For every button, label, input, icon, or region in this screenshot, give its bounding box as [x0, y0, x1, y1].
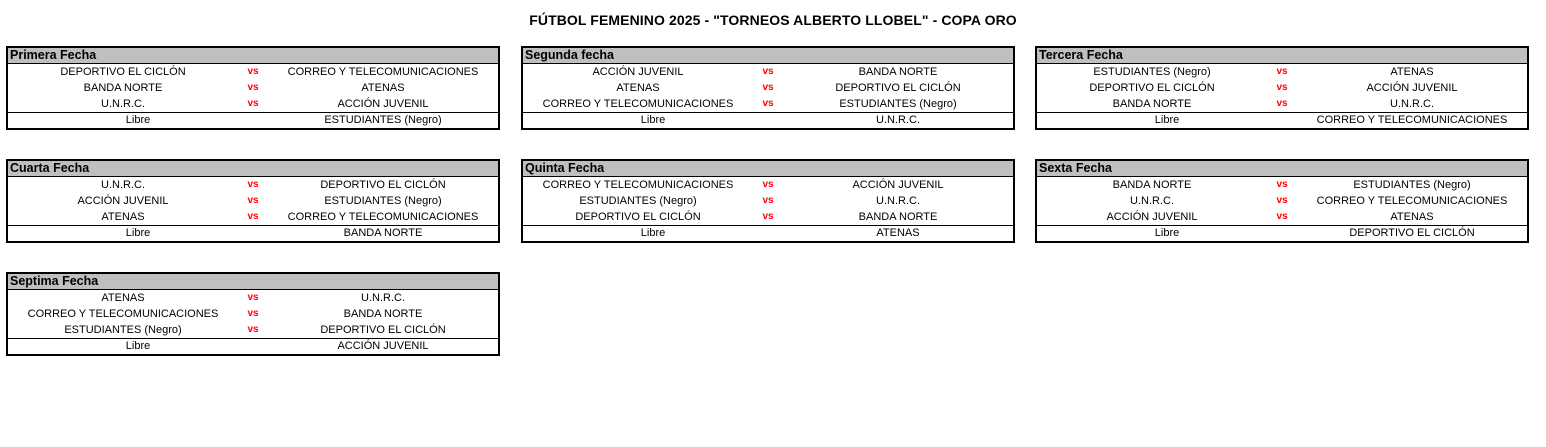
match-row [8, 177, 498, 193]
away-team: ESTUDIANTES (Negro) [1353, 179, 1471, 191]
away-team: DEPORTIVO EL CICLÓN [320, 179, 446, 191]
match-row [8, 306, 498, 322]
fecha-title: Sexta Fecha [1037, 161, 1527, 177]
bye-row [523, 112, 1013, 128]
away-team: ACCIÓN JUVENIL [1366, 82, 1458, 94]
bye-team: ACCIÓN JUVENIL [337, 340, 429, 352]
bye-team: DEPORTIVO EL CICLÓN [1349, 227, 1475, 239]
fecha-block [6, 272, 500, 356]
away-team: CORREO Y TELECOMUNICACIONES [287, 66, 479, 78]
home-team: ESTUDIANTES (Negro) [64, 324, 182, 336]
bye-label: Libre [640, 114, 666, 126]
bye-team: BANDA NORTE [343, 227, 423, 239]
match-row [523, 209, 1013, 225]
match-row [8, 64, 498, 80]
bye-team: U.N.R.C. [876, 114, 920, 126]
vs-label: vs [1276, 195, 1288, 206]
vs-label: vs [762, 195, 774, 206]
match-row [1037, 64, 1527, 80]
away-team: ACCIÓN JUVENIL [337, 98, 429, 110]
home-team: ATENAS [616, 82, 660, 94]
vs-label: vs [762, 179, 774, 190]
fecha-block [521, 46, 1015, 130]
page-title: FÚTBOL FEMENINO 2025 - "TORNEOS ALBERTO LLOBEL" - COPA ORO [529, 12, 1017, 28]
vs-label: vs [247, 308, 259, 319]
away-team: U.N.R.C. [1390, 98, 1434, 110]
match-row [1037, 80, 1527, 96]
match-row [1037, 209, 1527, 225]
home-team: BANDA NORTE [83, 82, 163, 94]
home-team: DEPORTIVO EL CICLÓN [1089, 82, 1215, 94]
match-row [8, 209, 498, 225]
bye-label: Libre [640, 227, 666, 239]
home-team: ATENAS [101, 211, 145, 223]
home-team: U.N.R.C. [1130, 195, 1174, 207]
fecha-title: Septima Fecha [8, 274, 498, 290]
vs-label: vs [1276, 82, 1288, 93]
vs-label: vs [1276, 98, 1288, 109]
fecha-title: Cuarta Fecha [8, 161, 498, 177]
fecha-block [521, 159, 1015, 243]
away-team: BANDA NORTE [858, 211, 938, 223]
away-team: ATENAS [1390, 211, 1434, 223]
bye-label: Libre [1154, 227, 1180, 239]
home-team: DEPORTIVO EL CICLÓN [575, 211, 701, 223]
away-team: BANDA NORTE [858, 66, 938, 78]
match-row [523, 193, 1013, 209]
home-team: BANDA NORTE [1112, 179, 1192, 191]
match-row [8, 322, 498, 338]
bye-label: Libre [125, 340, 151, 352]
match-row [523, 80, 1013, 96]
match-row [8, 193, 498, 209]
vs-label: vs [762, 98, 774, 109]
away-team: ESTUDIANTES (Negro) [324, 195, 442, 207]
home-team: CORREO Y TELECOMUNICACIONES [542, 98, 734, 110]
bye-label: Libre [125, 114, 151, 126]
away-team: ATENAS [361, 82, 405, 94]
away-team: CORREO Y TELECOMUNICACIONES [287, 211, 479, 223]
bye-row [8, 338, 498, 354]
away-team: U.N.R.C. [361, 292, 405, 304]
bye-row [523, 225, 1013, 241]
home-team: DEPORTIVO EL CICLÓN [60, 66, 186, 78]
match-row [1037, 193, 1527, 209]
match-row [8, 96, 498, 112]
away-team: BANDA NORTE [343, 308, 423, 320]
vs-label: vs [1276, 66, 1288, 77]
home-team: U.N.R.C. [101, 179, 145, 191]
home-team: BANDA NORTE [1112, 98, 1192, 110]
vs-label: vs [247, 179, 259, 190]
match-row [1037, 96, 1527, 112]
bye-label: Libre [1154, 114, 1180, 126]
match-row [8, 290, 498, 306]
match-row [1037, 177, 1527, 193]
home-team: ESTUDIANTES (Negro) [1093, 66, 1211, 78]
bye-row [1037, 225, 1527, 241]
fecha-block [6, 159, 500, 243]
away-team: DEPORTIVO EL CICLÓN [835, 82, 961, 94]
away-team: CORREO Y TELECOMUNICACIONES [1316, 195, 1508, 207]
home-team: ATENAS [101, 292, 145, 304]
fecha-title: Tercera Fecha [1037, 48, 1527, 64]
vs-label: vs [247, 66, 259, 77]
match-row [523, 64, 1013, 80]
vs-label: vs [247, 82, 259, 93]
vs-label: vs [247, 292, 259, 303]
vs-label: vs [247, 324, 259, 335]
home-team: ACCIÓN JUVENIL [1106, 211, 1198, 223]
home-team: ACCIÓN JUVENIL [592, 66, 684, 78]
home-team: ESTUDIANTES (Negro) [579, 195, 697, 207]
bye-row [8, 225, 498, 241]
match-row [523, 96, 1013, 112]
away-team: U.N.R.C. [876, 195, 920, 207]
bye-team: ATENAS [876, 227, 920, 239]
fecha-title: Quinta Fecha [523, 161, 1013, 177]
fecha-block [1035, 46, 1529, 130]
bye-team: ESTUDIANTES (Negro) [324, 114, 442, 126]
fecha-title: Segunda fecha [523, 48, 1013, 64]
vs-label: vs [247, 195, 259, 206]
match-row [8, 80, 498, 96]
vs-label: vs [1276, 179, 1288, 190]
vs-label: vs [247, 98, 259, 109]
bye-row [1037, 112, 1527, 128]
match-row [523, 177, 1013, 193]
bye-row [8, 112, 498, 128]
vs-label: vs [762, 66, 774, 77]
fecha-block [6, 46, 500, 130]
fecha-block [1035, 159, 1529, 243]
home-team: ACCIÓN JUVENIL [77, 195, 169, 207]
vs-label: vs [247, 211, 259, 222]
away-team: ATENAS [1390, 66, 1434, 78]
fecha-title: Primera Fecha [8, 48, 498, 64]
vs-label: vs [762, 82, 774, 93]
bye-team: CORREO Y TELECOMUNICACIONES [1316, 114, 1508, 126]
vs-label: vs [1276, 211, 1288, 222]
away-team: DEPORTIVO EL CICLÓN [320, 324, 446, 336]
home-team: CORREO Y TELECOMUNICACIONES [27, 308, 219, 320]
home-team: U.N.R.C. [101, 98, 145, 110]
away-team: ESTUDIANTES (Negro) [839, 98, 957, 110]
home-team: CORREO Y TELECOMUNICACIONES [542, 179, 734, 191]
away-team: ACCIÓN JUVENIL [852, 179, 944, 191]
vs-label: vs [762, 211, 774, 222]
bye-label: Libre [125, 227, 151, 239]
